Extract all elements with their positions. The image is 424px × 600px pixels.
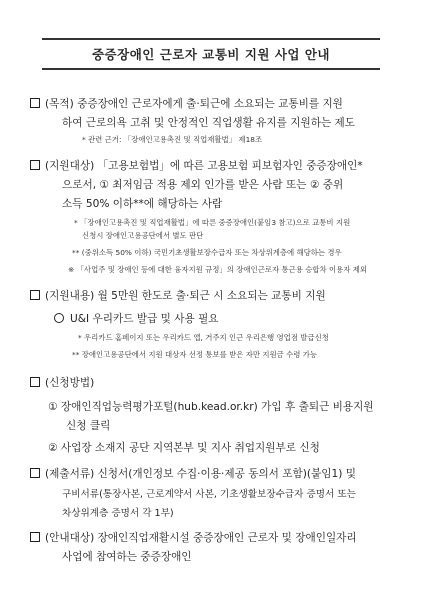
page-title: 중증장애인 근로자 교통비 지원 사업 안내 <box>91 47 331 62</box>
method-line-1: (신청방법) <box>30 375 94 390</box>
purpose-note: * 관련 근거: 「장애인고용촉진 및 직업재활법」 제18조 <box>82 135 263 144</box>
square-bullet-icon <box>30 377 40 387</box>
purpose-line-2: 하여 근로의욕 고취 및 안정적인 직업생활 유지를 지원하는 제도 <box>62 117 356 129</box>
guide-line-1: (안내대상) 장애인직업재활시설 중증장애인 근로자 및 장애인일자리 <box>30 530 357 545</box>
target-note-3: ※ 「사업주 및 장애인 등에 대한 융자지원 규정」의 장애인근로자 통근용 승합차 이용자 제외 <box>68 265 368 274</box>
purpose-line-1: (목적) 중증장애인 근로자에게 출·퇴근에 소요되는 교통비를 지원 <box>30 96 343 111</box>
content-note-1: * 우리카드 홈페이지 또는 우리카드 앱, 거주지 인근 우리은행 영업점 발급신청 <box>78 333 329 342</box>
square-bullet-icon <box>30 290 40 300</box>
target-note-1a: * 「장애인고용촉진 및 직업재활법」에 따른 중증장애인(붙임3 참고)으로 교통비 지원 <box>74 218 351 227</box>
circle-bullet-icon <box>54 313 64 323</box>
page-title-box <box>42 38 380 70</box>
docs-line-3: 차상위계층 증명서 각 1부) <box>62 508 174 519</box>
target-note-1b: 신청시 장애인고용공단에서 별도 판단 <box>82 231 204 240</box>
square-bullet-icon <box>30 160 40 170</box>
target-line-1: (지원대상) 「고용보험법」에 따른 고용보험 피보험자인 중증장애인* <box>30 158 363 173</box>
content-sub: U&I 우리카드 발급 및 사용 필요 <box>54 311 219 326</box>
method-option-1b: 신청 클릭 <box>66 420 111 432</box>
target-note-2: ** (중위소득 50% 이하) 국민기초생활보장수급자 또는 차상위계층에 해당하는 경우 <box>72 248 342 257</box>
docs-line-2: 구비서류(통장사본, 근로계약서 사본, 기초생활보장수급자 증명서 또는 <box>62 489 356 500</box>
square-bullet-icon <box>30 468 40 478</box>
method-option-2: ② 사업장 소재지 공단 지역본부 및 지사 취업지원부로 신청 <box>48 442 320 454</box>
target-line-3: 소득 50% 이하**에 해당하는 사람 <box>62 198 223 210</box>
guide-line-2: 사업에 참여하는 중증장애인 <box>62 551 192 563</box>
square-bullet-icon <box>30 532 40 542</box>
method-option-1a: ① 장애인직업능력평가포털(hub.kead.or.kr) 가입 후 출퇴근 비용지원 <box>48 401 374 413</box>
content-note-2: ** 장애인고용공단에서 지원 대상자 선정 통보를 받은 자만 지원금 수령 가능 <box>72 350 318 359</box>
target-line-2: 으로서, ① 최저임금 적용 제외 인가를 받은 사람 또는 ② 중위 <box>62 179 344 191</box>
content-line-1: (지원내용) 월 5만원 한도로 출·퇴근 시 소요되는 교통비 지원 <box>30 288 326 303</box>
square-bullet-icon <box>30 98 40 108</box>
docs-line-1: (제출서류) 신청서(개인정보 수집·이용·제공 동의서 포함)(붙임1) 및 <box>30 466 356 481</box>
